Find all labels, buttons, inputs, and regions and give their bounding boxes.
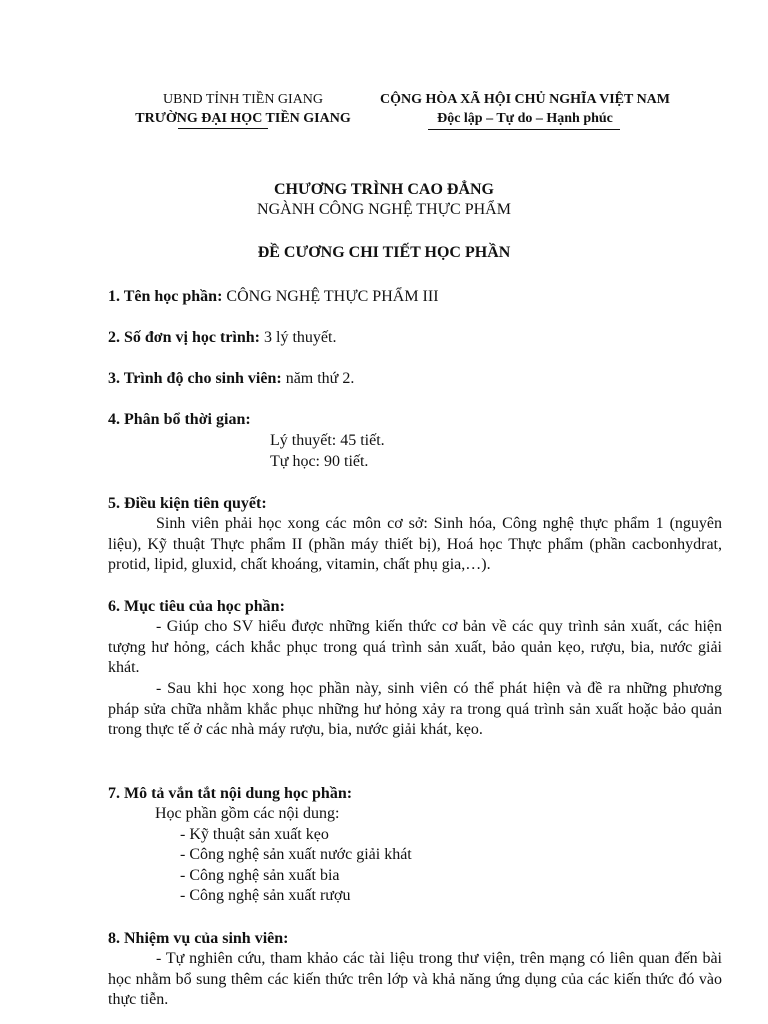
section-7-item: - Công nghệ sản xuất rượu: [180, 887, 351, 904]
header-left: [118, 90, 368, 128]
section-5-label: 5. Điều kiện tiên quyết:: [108, 495, 267, 512]
section-7-intro: Học phần gồm các nội dung:: [155, 805, 340, 822]
header-right: [350, 90, 700, 128]
section-3-label: 3. Trình độ cho sinh viên:: [108, 370, 282, 387]
section-1: [108, 287, 722, 308]
section-3: [108, 369, 722, 390]
section-1-value: CÔNG NGHỆ THỰC PHẨM III: [222, 288, 439, 305]
section-6-heading: [108, 597, 722, 618]
section-4-heading: [108, 410, 722, 431]
section-2-label: 2. Số đơn vị học trình:: [108, 329, 260, 346]
header-republic: CỘNG HÒA XÃ HỘI CHỦ NGHĨA VIỆT NAM: [379, 92, 670, 107]
section-7-item: - Công nghệ sản xuất bia: [180, 867, 340, 884]
section-4-theory: Lý thuyết: 45 tiết.: [270, 432, 385, 449]
header-left-underline: [178, 128, 268, 129]
section-5-text: Sinh viên phải học xong các môn cơ sở: Sinh hóa, Công nghệ thực phẩm 1 (nguyên liệu), Kỹ thuật Thực phẩm II (phần máy thiết bị), Hoá học Thực phẩm (phần cacbonhydrat, protid, lipid, gluxid, chất khoáng, vitamin, chất phụ gia,…).: [108, 515, 722, 573]
section-7-item: - Kỹ thuật sản xuất kẹo: [180, 826, 329, 843]
section-6-paragraph-2: - Sau khi học xong học phần này, sinh viên có thể phát hiện và đề ra những phương pháp sửa chữa nhằm khắc phục những hư hỏng xảy ra trong quá trình sản xuất hoặc bảo quản trong thực tế ở các nhà máy rượu, bia, nước giải khát, kẹo.: [108, 680, 722, 738]
section-6-label: 6. Mục tiêu của học phần:: [108, 598, 285, 615]
section-5-heading: [108, 494, 722, 515]
section-8-heading: [108, 929, 722, 950]
section-6-paragraph-1: - Giúp cho SV hiểu được những kiến thức cơ bản về các quy trình sản xuất, các hiện tượng hư hỏng, cách khắc phục trong quá trình sản xuất, bảo quản kẹo, rượu, bia, nước giải khát.: [108, 618, 722, 676]
header-motto: Độc lập – Tự do – Hạnh phúc: [437, 111, 613, 126]
section-8-label: 8. Nhiệm vụ của sinh viên:: [108, 930, 289, 947]
section-3-value: năm thứ 2.: [281, 370, 355, 387]
section-4-self-study: Tự học: 90 tiết.: [270, 453, 369, 470]
section-7-heading: [108, 784, 722, 805]
section-7-label: 7. Mô tả vắn tắt nội dung học phần:: [108, 785, 353, 802]
section-2: [108, 328, 722, 349]
header-province: UBND TỈNH TIỀN GIANG: [162, 92, 324, 107]
section-1-label: 1. Tên học phần:: [108, 288, 223, 305]
document-title: ĐỀ CƯƠNG CHI TIẾT HỌC PHẦN: [257, 244, 511, 261]
header-school: TRƯỜNG ĐẠI HỌC TIỀN GIANG: [135, 111, 351, 126]
major-title: NGÀNH CÔNG NGHỆ THỰC PHẨM: [257, 201, 511, 218]
section-7-item: - Công nghệ sản xuất nước giải khát: [180, 846, 412, 863]
program-title: CHƯƠNG TRÌNH CAO ĐẲNG: [273, 181, 494, 198]
section-4-label: 4. Phân bổ thời gian:: [108, 411, 251, 428]
section-2-value: 3 lý thuyết.: [260, 329, 337, 346]
section-8-paragraph-1: - Tự nghiên cứu, tham khảo các tài liệu trong thư viện, trên mạng có liên quan đến bài học nhằm bổ sung thêm các kiến thức trên lớp và khả năng ứng dụng của các kiến thức đó vào thực tiễn.: [108, 950, 722, 1008]
header-right-underline: [428, 129, 620, 130]
